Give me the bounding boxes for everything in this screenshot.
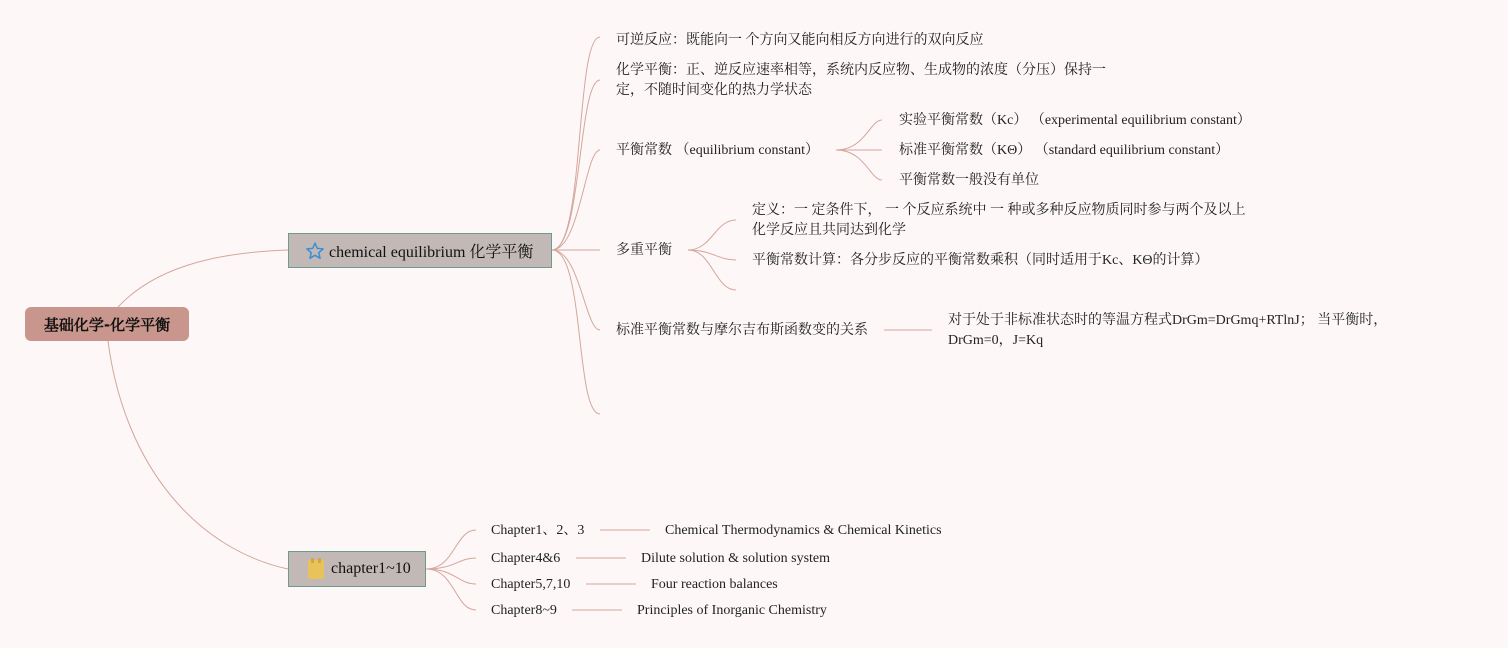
chapter-label[interactable]: Chapter5,7,10 <box>491 577 571 592</box>
branch-chemical-equilibrium[interactable] <box>288 233 552 268</box>
node-gibbs-relation[interactable]: 标准平衡常数与摩尔吉布斯函数变的关系 <box>616 323 868 338</box>
chapter-topic[interactable]: Principles of Inorganic Chemistry <box>637 603 827 618</box>
node-standard-constant[interactable]: 标准平衡常数（KΘ） （standard equilibrium constant） <box>899 143 1230 158</box>
node-isothermal-equation[interactable]: 对于处于非标准状态时的等温方程式DrGm=DrGmq+RTlnJ； 当平衡时，DrGm=0，J=Kq <box>948 313 1388 348</box>
star-icon <box>305 241 325 261</box>
node-chemical-equilibrium-def[interactable]: 化学平衡：正、逆反应速率相等，系统内反应物、生成物的浓度（分压）保持一定，不随时间变化的热力学状态 <box>616 63 1106 98</box>
chapter-label[interactable]: Chapter4&6 <box>491 551 561 566</box>
chapter-label[interactable]: Chapter1、2、3 <box>491 523 585 538</box>
node-multiple-definition[interactable]: 定义：一 定条件下， 一 个反应系统中 一 种或多种反应物质同时参与两个及以上化学反应且共同达到化学 <box>752 203 1246 238</box>
chapter-topic[interactable]: Chemical Thermodynamics & Chemical Kinetics <box>665 523 942 538</box>
root-topic-label: 基础化学-化学平衡 <box>43 315 171 334</box>
root-topic[interactable] <box>25 307 189 341</box>
node-experimental-constant[interactable]: 实验平衡常数（Kc） （experimental equilibrium constant） <box>899 113 1251 128</box>
branch-chapters-label: chapter1~10 <box>331 560 411 577</box>
chapter-label[interactable]: Chapter8~9 <box>491 603 557 618</box>
node-reversible-reaction[interactable]: 可逆反应：既能向一 个方向又能向相反方向进行的双向反应 <box>616 33 984 48</box>
node-constant-no-unit[interactable]: 平衡常数一般没有单位 <box>899 173 1039 188</box>
node-multiple-calculation[interactable]: 平衡常数计算：各分步反应的平衡常数乘积（同时适用于Kc、KΘ的计算） <box>752 253 1209 268</box>
branch-chapters[interactable] <box>288 551 426 587</box>
chapter-topic[interactable]: Dilute solution & solution system <box>641 551 831 566</box>
branch-chemical-equilibrium-label: chemical equilibrium 化学平衡 <box>329 244 534 261</box>
node-multiple-equilibrium[interactable]: 多重平衡 <box>616 243 672 258</box>
chapter-topic[interactable]: Four reaction balances <box>651 577 778 592</box>
node-equilibrium-constant[interactable]: 平衡常数 （equilibrium constant） <box>616 143 819 158</box>
note-icon <box>307 558 325 580</box>
